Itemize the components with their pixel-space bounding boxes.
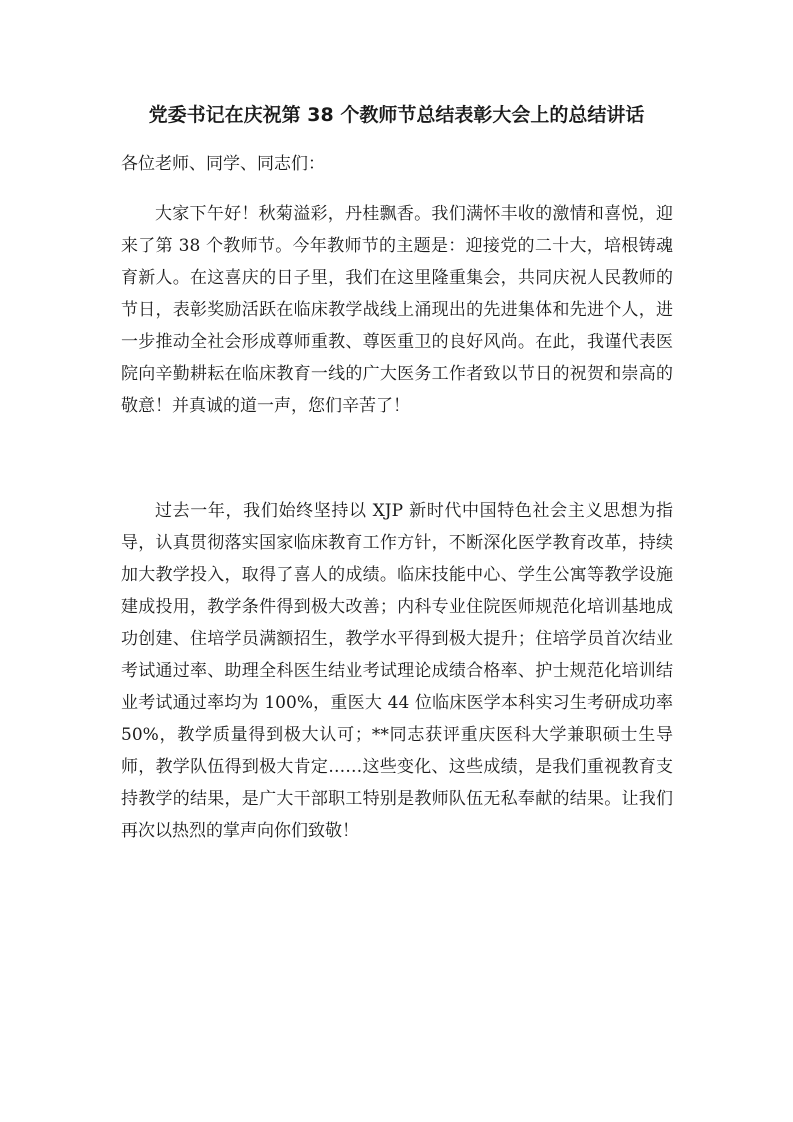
paragraph-1: 大家下午好！秋菊溢彩，丹桂飘香。我们满怀丰收的激情和喜悦，迎来了第 38 个教师节。今年教师节的主题是：迎接党的二十大，培根铸魂育新人。在这喜庆的日子里，我们在这里隆重集会，共同庆祝人民教师的节日，表彰奖励活跃在临床教学战线上涌现出的先进集体和先进个人，进一步推动全社会形成尊师重教、尊医重卫的良好风尚。在此，我谨代表医院向辛勤耕耘在临床教育一线的广大医务工作者致以节日的祝贺和崇高的敬意！并真诚的道一声，您们辛苦了！ [121, 204, 673, 416]
paragraph-2: 过去一年，我们始终坚持以 XJP 新时代中国特色社会主义思想为指导，认真贯彻落实国家临床教育工作方针，不断深化医学教育改革，持续加大教学投入，取得了喜人的成绩。临床技能中心、学生公寓等教学设施建成投用，教学条件得到极大改善；内科专业住院医师规范化培训基地成功创建、住培学员满额招生，教学水平得到极大提升；住培学员首次结业考试通过率、助理全科医生结业考试理论成绩合格率、护士规范化培训结业考试通过率均为 100%，重医大 44 位临床医学本科实习生考研成功率 50%，教学质量得到极大认可；**同志获评重庆医科大学兼职硕士生导师，教学队伍得到极大肯定……这些变化、这些成绩，是我们重视教育支持教学的结果，是广大干部职工特别是教师队伍无私奉献的结果。让我们再次以热烈的掌声向你们致敬！ [121, 501, 673, 841]
document-title: 党委书记在庆祝第 38 个教师节总结表彰大会上的总结讲话 [148, 104, 645, 126]
salutation: 各位老师、同学、同志们： [121, 154, 325, 174]
